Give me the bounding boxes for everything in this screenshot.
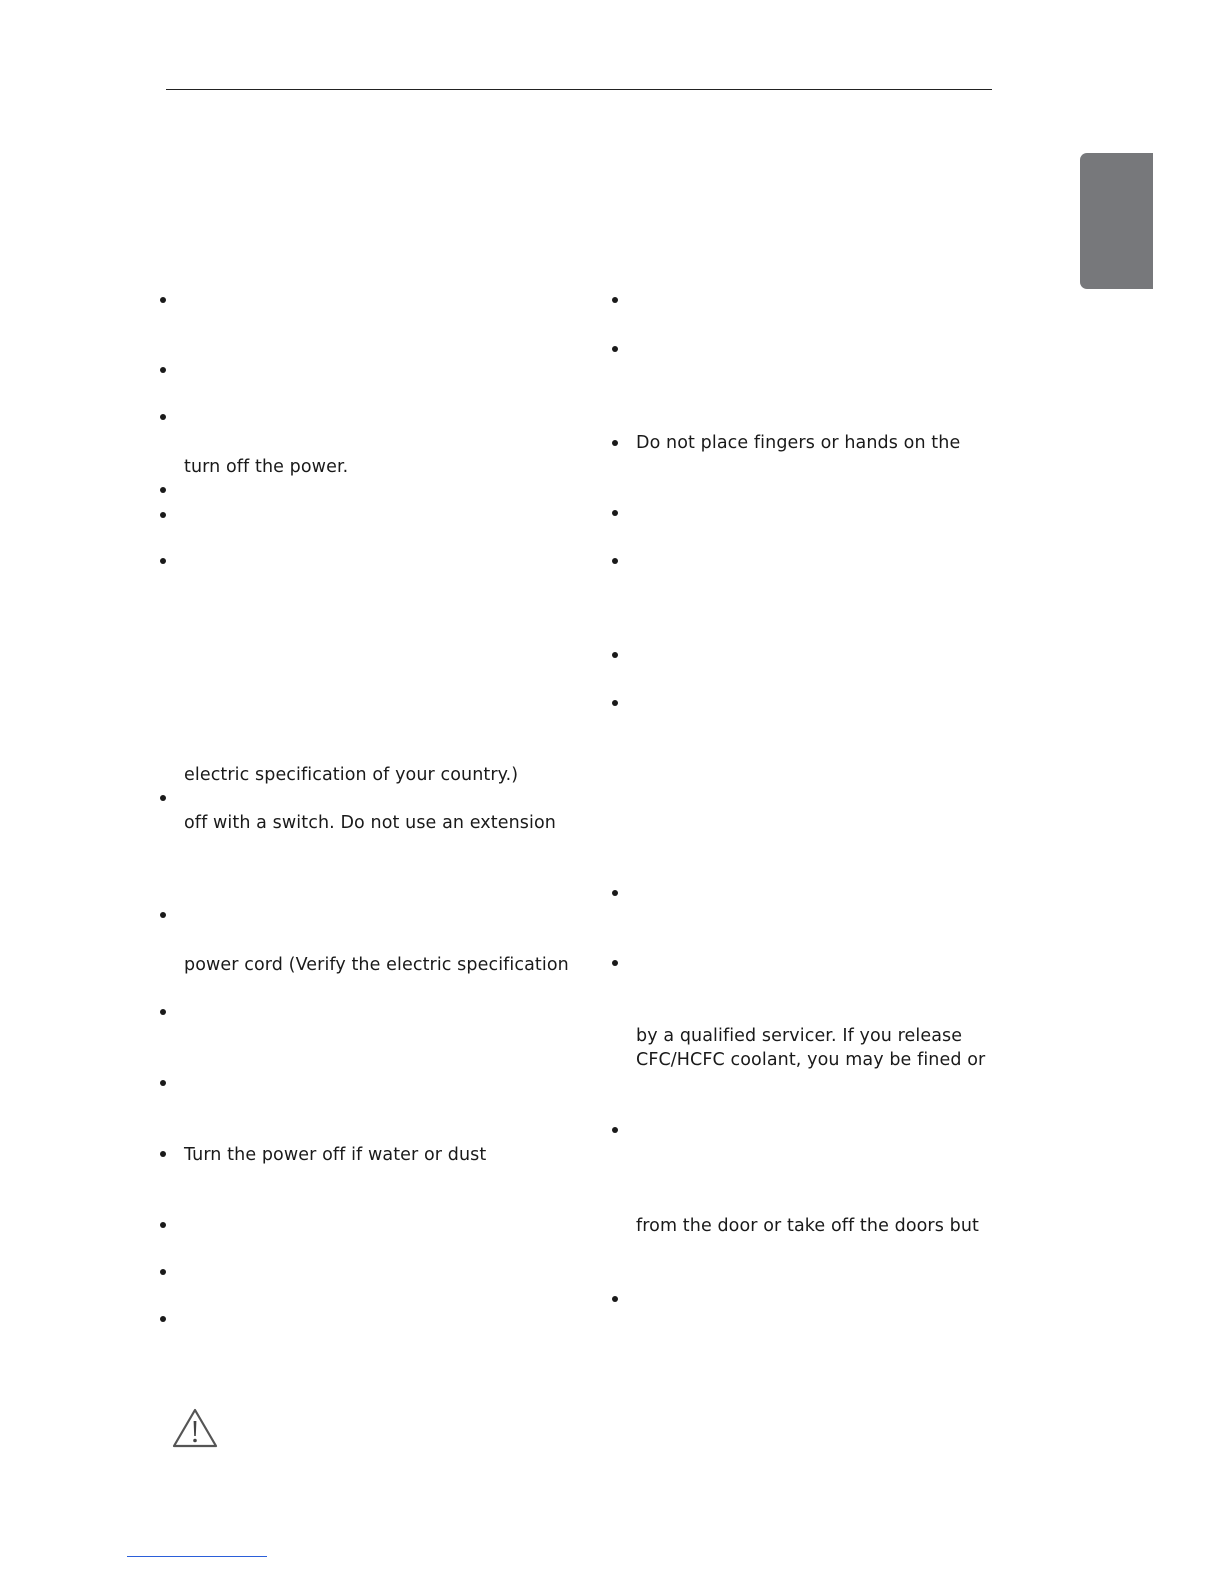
warning-triangle-icon <box>171 1407 219 1449</box>
bullet <box>160 912 166 918</box>
bullet <box>160 1222 166 1228</box>
bullet <box>612 510 618 516</box>
language-tab[interactable] <box>1080 153 1153 289</box>
bullet <box>160 558 166 564</box>
bullet <box>160 512 166 518</box>
bullet <box>612 652 618 658</box>
bullet <box>160 414 166 420</box>
list-item-text: CFC/HCFC coolant, you may be fined or <box>636 1050 986 1070</box>
list-item-text: by a qualified servicer. If you release <box>636 1026 963 1046</box>
list-item-text: off with a switch. Do not use an extension <box>184 813 556 833</box>
list-item-text: electric specification of your country.) <box>184 765 519 785</box>
bullet <box>612 1127 618 1133</box>
bullet <box>612 440 618 446</box>
bullet <box>612 1296 618 1302</box>
bullet <box>160 297 166 303</box>
bullet <box>612 890 618 896</box>
bullet <box>612 346 618 352</box>
footer-link-underline[interactable] <box>127 1556 267 1557</box>
header-rule <box>166 89 992 90</box>
bullet <box>160 1009 166 1015</box>
bullet <box>160 1151 166 1157</box>
bullet <box>160 1316 166 1322</box>
bullet <box>160 487 166 493</box>
list-item-text: turn off the power. <box>184 457 349 477</box>
list-item-text: from the door or take off the doors but <box>636 1216 979 1236</box>
bullet <box>612 558 618 564</box>
list-item-text: Do not place fingers or hands on the <box>636 433 961 453</box>
bullet <box>612 960 618 966</box>
bullet <box>160 795 166 801</box>
bullet <box>160 367 166 373</box>
bullet <box>612 700 618 706</box>
bullet <box>160 1080 166 1086</box>
bullet <box>612 297 618 303</box>
bullet <box>160 1269 166 1275</box>
list-item-text: Turn the power off if water or dust <box>184 1145 487 1165</box>
list-item-text: power cord (Verify the electric specification <box>184 955 569 975</box>
